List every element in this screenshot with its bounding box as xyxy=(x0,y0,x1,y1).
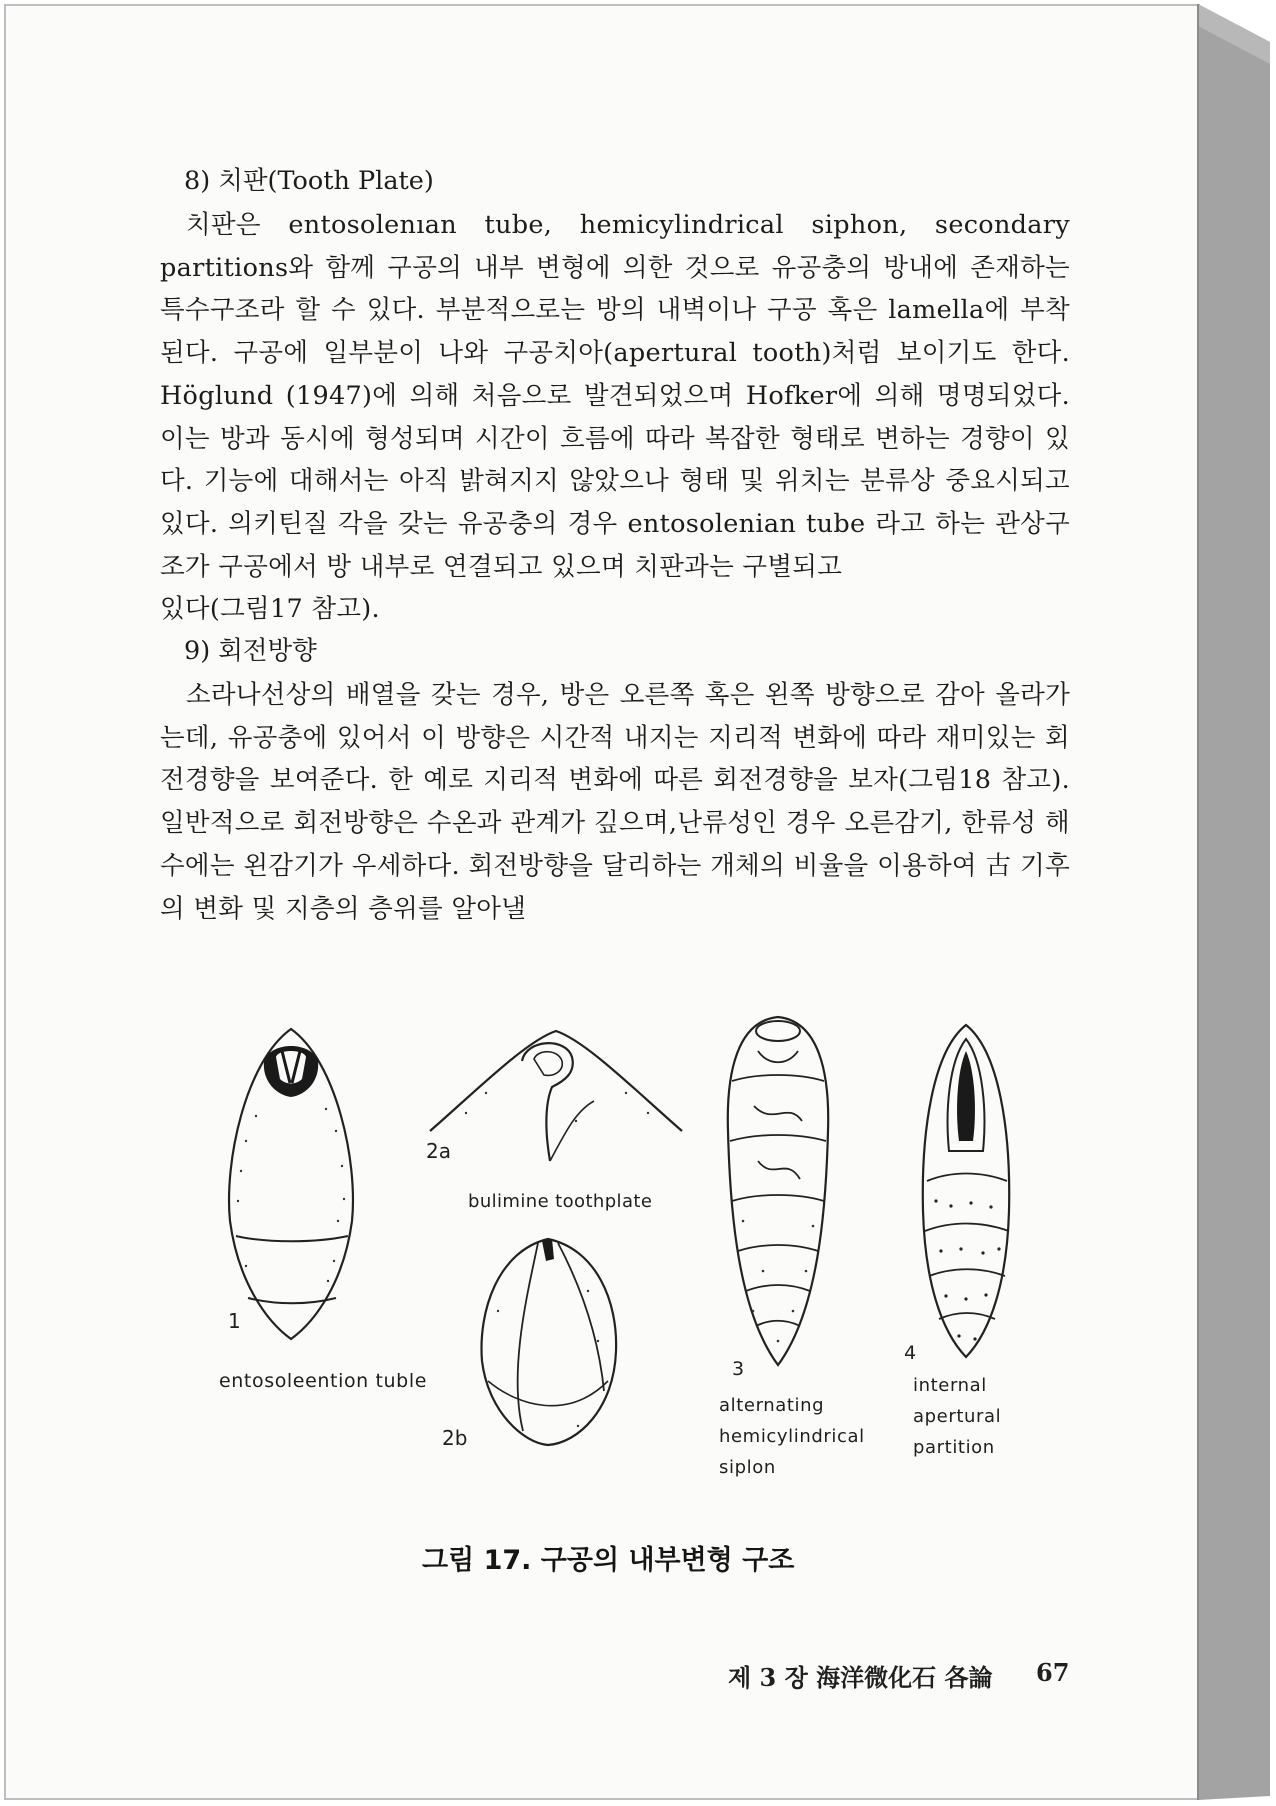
specimen-1-label: entosoleention tuble xyxy=(219,1370,427,1392)
specimen-3-drawing xyxy=(718,1011,838,1371)
specimen-4-number: 4 xyxy=(904,1342,917,1364)
specimen-1-number: 1 xyxy=(228,1309,241,1333)
specimen-4-drawing xyxy=(911,1021,1021,1361)
section-8-heading: 8) 치판(Tooth Plate) xyxy=(184,166,434,196)
specimen-4-label-line: partition xyxy=(913,1437,995,1458)
specimen-3-label-line: hemicylindrical xyxy=(719,1426,865,1447)
specimen-2b-drawing xyxy=(468,1231,628,1451)
section-8-body: 치판은 entosolenıan tube, hemicylindrical siphon, secondary partitions와 함께 구공의 내부 변형에 의한 것으로 유공충의 방내에 존재하는 특수구조라 할 수 있다. 부분적으로는 방의 내벽이나 구공 혹은 lamella에 부착된다. 구공에 일부분이 나와 구공치아(apertural tooth)처럼 보이기도 한다. Höglund (1947)에 의해 처음으로 발견되었으며 Hofker에 의해 명명되었다. 이는 방과 동시에 형성되며 시간이 흐름에 따라 복잡한 형태로 변하는 경향이 있다. 기능에 대해서는 아직 밝혀지지 않았으나 형태 및 위치는 분류상 중요시되고 있다. 의키틴질 각을 갖는 유공충의 경우 entosolenian tube 라고 하는 관상구조가 구공에서 방 내부로 연결되고 있으며 치판과는 구별되고 xyxy=(160,210,1070,582)
specimen-3-label-line: siplon xyxy=(719,1457,776,1478)
specimen-3-label-line: alternating xyxy=(719,1395,825,1416)
specimen-4-label-line: internal xyxy=(913,1375,987,1396)
specimen-3-number: 3 xyxy=(732,1358,745,1380)
specimen-2a-number: 2a xyxy=(426,1139,451,1163)
figure-caption: 그림 17. 구공의 내부변형 구조 xyxy=(422,1545,795,1576)
book-page xyxy=(4,4,1200,1800)
book-side-edge xyxy=(1198,4,1272,1800)
specimen-4-label xyxy=(913,1370,1001,1463)
specimen-2a-drawing xyxy=(426,1021,686,1171)
specimen-2b-number: 2b xyxy=(442,1426,468,1450)
section-8-last-line: 있다(그림17 참고). xyxy=(160,594,380,624)
specimen-1-drawing xyxy=(216,1021,366,1341)
specimen-4-label-line: apertural xyxy=(913,1406,1002,1427)
section-9-heading: 9) 회전방향 xyxy=(184,636,317,666)
page-number: 67 xyxy=(1036,1658,1070,1687)
footer-chapter-title: 제 3 장 海洋微化石 各論 xyxy=(728,1663,993,1692)
specimen-3-label xyxy=(719,1390,865,1483)
specimen-2a-label: bulimine toothplate xyxy=(468,1191,653,1212)
section-9-body: 소라나선상의 배열을 갖는 경우, 방은 오른쪽 혹은 왼쪽 방향으로 감아 올라가는데, 유공충에 있어서 이 방향은 시간적 내지는 지리적 변화에 따라 재미있는 회전경향을 보여준다. 한 예로 지리적 변화에 따른 회전경향을 보자(그림18 참고). 일반적으로 회전방향은 수온과 관계가 깊으며,난류성인 경우 오른감기, 한류성 해수에는 왼감기가 우세하다. 회전방향을 달리하는 개체의 비율을 이용하여 古 기후의 변화 및 지층의 층위를 알아낼 xyxy=(160,680,1070,924)
